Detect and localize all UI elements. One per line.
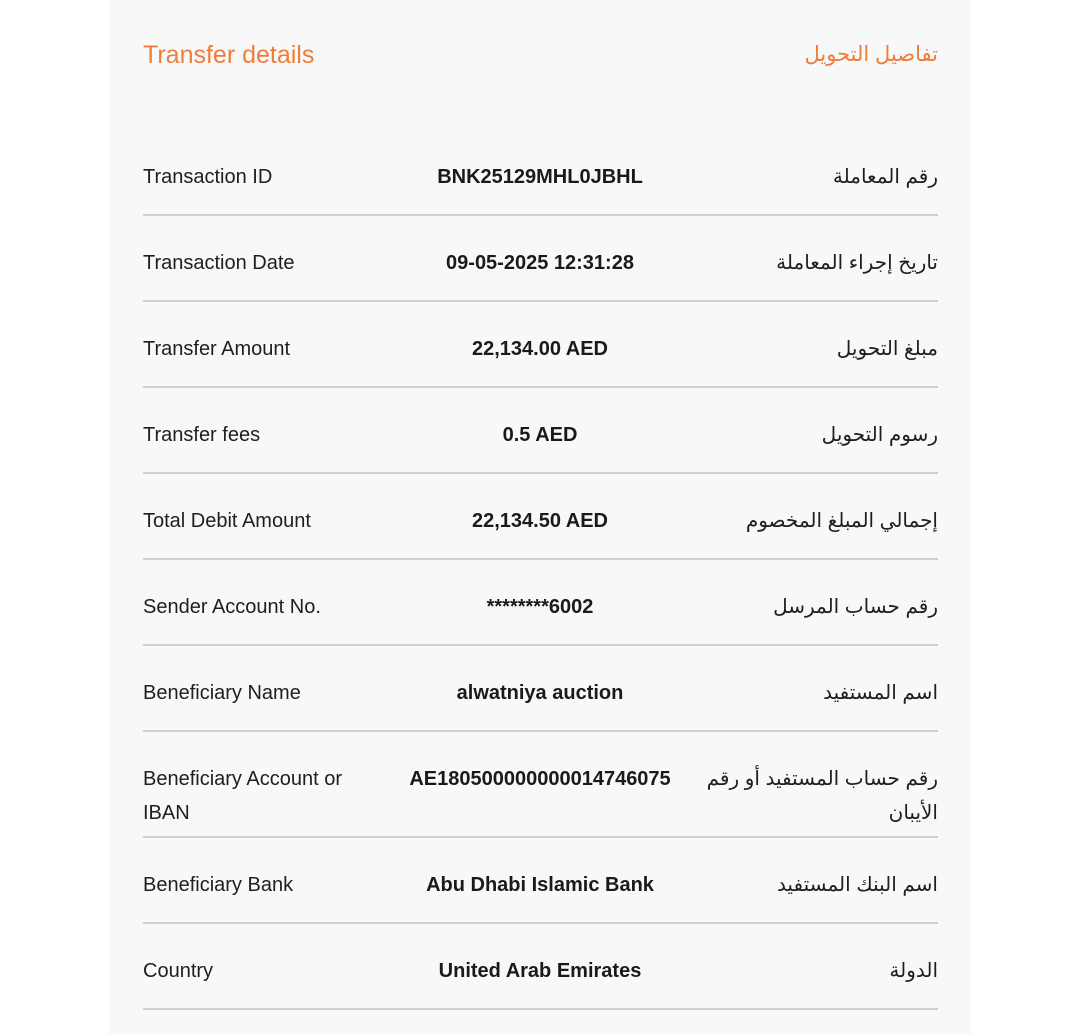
card-header [143, 38, 938, 72]
row-beneficiary-bank [143, 838, 938, 924]
label-ar: رقم حساب المرسل [773, 596, 938, 618]
value: 09-05-2025 12:31:28 [446, 252, 634, 274]
value: Abu Dhabi Islamic Bank [426, 874, 654, 896]
label-en: Beneficiary Bank [143, 874, 294, 896]
label-ar: الدولة [889, 960, 938, 982]
label-ar: تاريخ إجراء المعاملة [776, 252, 938, 274]
row-beneficiary-name [143, 646, 938, 732]
label-en: Transaction ID [143, 166, 273, 188]
label-en: Country [143, 960, 214, 982]
row-transaction-id [143, 130, 938, 216]
row-transaction-date [143, 216, 938, 302]
label-ar: مبلغ التحويل [836, 338, 938, 360]
label-ar: اسم المستفيد [823, 682, 938, 704]
value: 0.5 AED [502, 424, 578, 446]
details-list [143, 130, 938, 1010]
row-total-debit-amount [143, 474, 938, 560]
value: alwatniya auction [456, 682, 624, 704]
label-ar: رقم حساب المستفيد أو رقم الأيبان [706, 768, 938, 824]
value: 22,134.50 AED [471, 510, 608, 532]
value: AE180500000000014746075 [409, 768, 671, 790]
label-ar: رسوم التحويل [821, 424, 938, 446]
label-ar: اسم البنك المستفيد [776, 874, 938, 896]
label-en: Transfer fees [143, 424, 261, 446]
value: ********6002 [486, 596, 594, 618]
row-transfer-amount [143, 302, 938, 388]
row-sender-account [143, 560, 938, 646]
value: United Arab Emirates [438, 960, 642, 982]
label-en: Transaction Date [143, 252, 295, 274]
label-ar: رقم المعاملة [832, 166, 938, 188]
label-en: Beneficiary Account or IBAN [143, 768, 342, 824]
row-beneficiary-iban [143, 732, 938, 838]
transfer-details-card [109, 0, 971, 1034]
page-title: Transfer details [143, 41, 315, 69]
page-title-arabic: تفاصيل التحويل [804, 43, 938, 66]
label-en: Total Debit Amount [143, 510, 311, 532]
label-ar: إجمالي المبلغ المخصوم [745, 510, 938, 532]
label-en: Sender Account No. [143, 596, 321, 618]
value: BNK25129MHL0JBHL [437, 166, 643, 188]
row-transfer-fees [143, 388, 938, 474]
label-en: Transfer Amount [143, 338, 291, 360]
label-en: Beneficiary Name [143, 682, 301, 704]
value: 22,134.00 AED [471, 338, 608, 360]
row-country [143, 924, 938, 1010]
